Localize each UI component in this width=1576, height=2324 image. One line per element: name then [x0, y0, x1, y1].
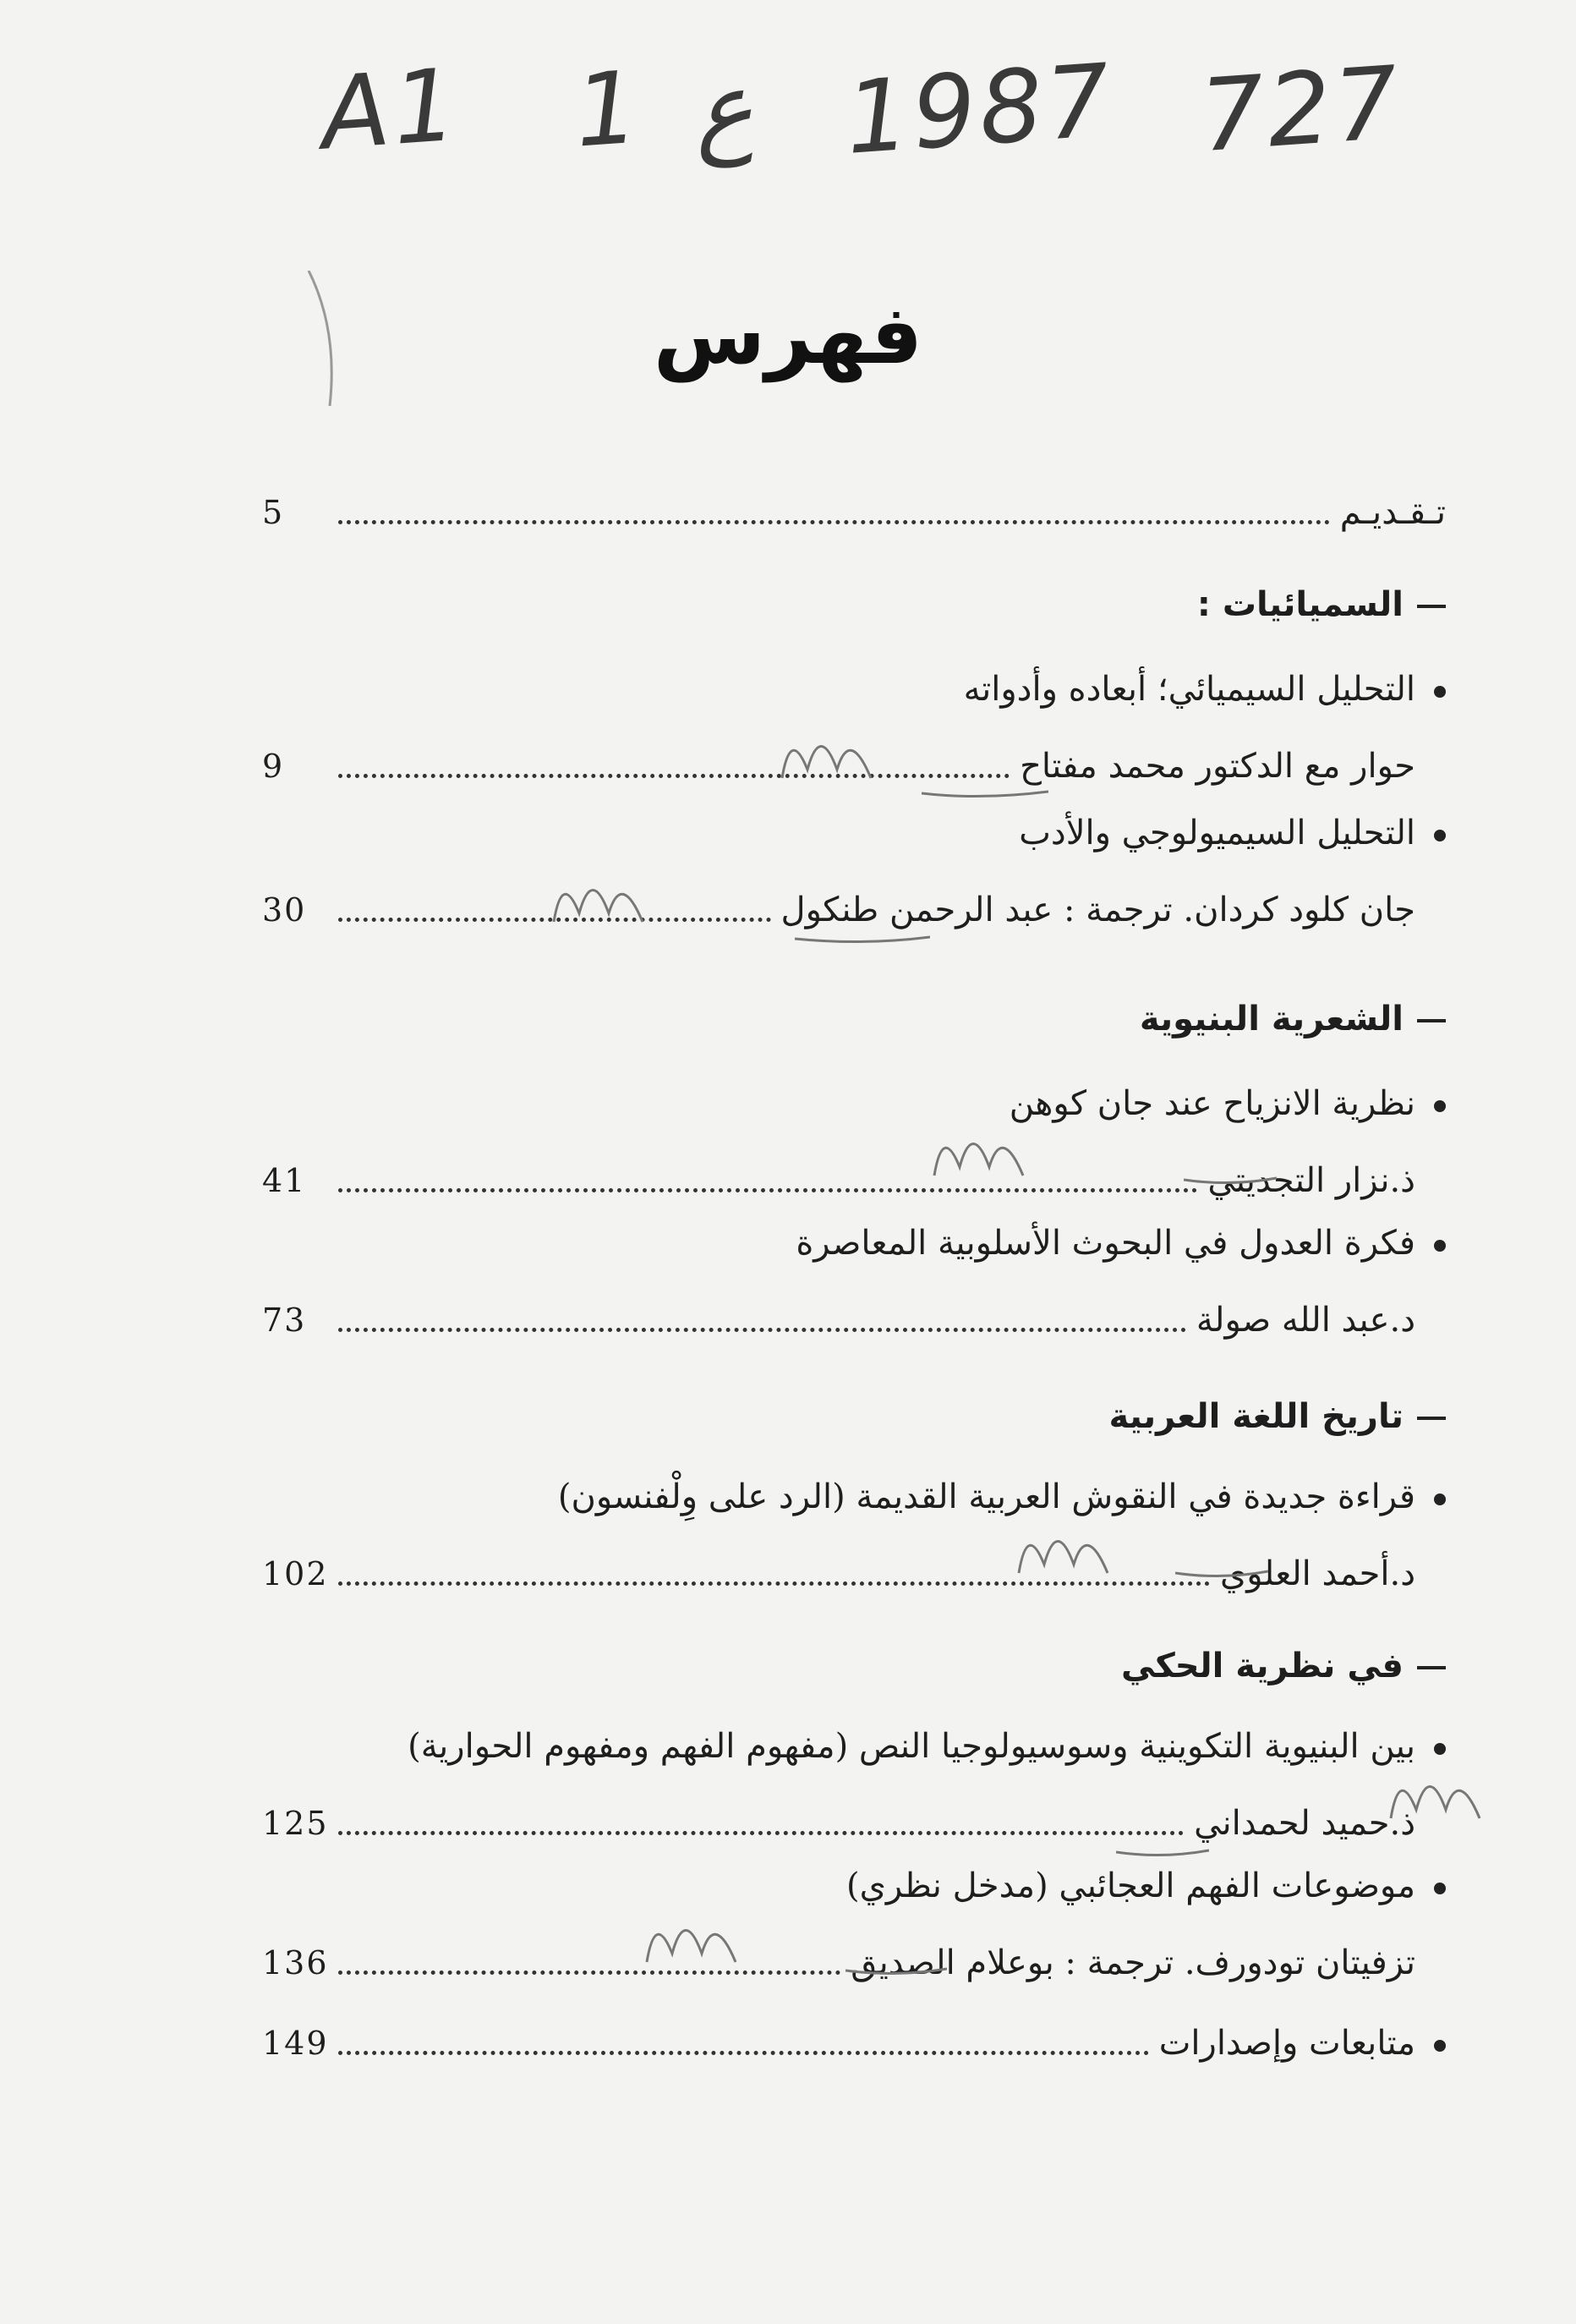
section-heading-text: تاريخ اللغة العربية [1108, 1397, 1404, 1436]
bullet-dot-icon [1434, 686, 1446, 698]
toc-row [262, 871, 1446, 935]
page-number: 149 [262, 2025, 329, 2062]
toc-row-introduction [262, 474, 1446, 538]
section-heading-text: في نظرية الحكي [1121, 1647, 1404, 1685]
dash-icon [1417, 605, 1446, 608]
entry-title: التحليل السيميولوجي والأدب [1019, 814, 1415, 852]
section-heading [1121, 1636, 1446, 1696]
section-heading [1140, 989, 1446, 1049]
dash-icon [1417, 1417, 1446, 1420]
handwritten-m-scribble-icon [778, 719, 896, 787]
entry-title: بين البنيوية التكوينية وسوسيولوجيا النص (مفهوم الفهم ومفهوم الحوارية) [408, 1727, 1415, 1766]
bullet-dot-icon [1434, 830, 1446, 841]
entry-title: تـقـديـم [1339, 493, 1446, 532]
bullet-dot-icon [1434, 1494, 1446, 1505]
page-number: 9 [262, 748, 285, 785]
underline-mark [845, 1962, 947, 1979]
annotation-part: 1987 [841, 41, 1117, 177]
section-heading [1197, 575, 1446, 634]
entry-title: قراءة جديدة في النقوش العربية القديمة (الرد على وِلْفنسون) [557, 1477, 1415, 1516]
annotation-part: 727 [1196, 43, 1405, 175]
annotation-part: ع [689, 48, 758, 170]
bullet-dot-icon [1434, 1240, 1446, 1252]
handwritten-m-scribble-icon [643, 1903, 761, 1970]
toc-row-final [262, 2004, 1446, 2069]
entry-title: متابعات وإصدارات [1158, 2024, 1415, 2063]
entry-title-line [964, 660, 1446, 719]
handwritten-m-scribble-icon [1387, 1759, 1505, 1827]
entry-title-line [796, 1214, 1446, 1273]
page-number: 125 [262, 1805, 329, 1842]
bullet-dot-icon [1434, 2040, 1446, 2052]
entry-title-line [1010, 1074, 1446, 1133]
page-number: 30 [262, 891, 307, 929]
entry-author: ذ.نزار التجديتي [1207, 1161, 1415, 1200]
page-number: 136 [262, 1944, 329, 1981]
entry-title-line [846, 1856, 1446, 1916]
entry-title: موضوعات الفهم العجائبي (مدخل نظري) [845, 1866, 1415, 1905]
underline-mark [1184, 1171, 1277, 1188]
entry-title-line [558, 1467, 1446, 1526]
entry-author: تزفيتان تودورف. ترجمة : بوعلام الصديق [851, 1943, 1415, 1982]
dot-leader [338, 520, 1330, 524]
entry-title: التحليل السيميائي؛ أبعاده وأدواته [963, 670, 1415, 709]
annotation-part: 1 [571, 48, 646, 170]
dash-icon [1417, 1019, 1446, 1022]
dot-leader [338, 1831, 1184, 1835]
entry-title-line [1159, 2018, 1446, 2069]
entry-author: د.أحمد العلوي [1219, 1554, 1415, 1593]
dot-leader [338, 1188, 1197, 1192]
underline-mark [922, 785, 1048, 802]
entry-author: جان كلود كردان. ترجمة : عبد الرحمن طنكول [780, 891, 1415, 929]
toc-row [262, 1784, 1446, 1849]
page-number: 5 [262, 494, 285, 531]
entry-author: د.عبد الله صولة [1196, 1301, 1415, 1340]
section-heading [1109, 1387, 1446, 1446]
underline-mark [1116, 1844, 1209, 1861]
entry-title-line [408, 1717, 1446, 1776]
dot-leader [338, 2051, 1149, 2055]
page-title: فهرس [653, 288, 923, 382]
handwritten-m-scribble-icon [1015, 1514, 1133, 1581]
underline-mark [1175, 1565, 1268, 1581]
page-number: 41 [262, 1162, 307, 1199]
section-heading-text: السميائيات : [1196, 585, 1404, 624]
dot-leader [338, 774, 1010, 778]
entry-author: حوار مع الدكتور محمد مفتاح [1020, 747, 1415, 786]
handwritten-annotation [317, 41, 1420, 195]
bullet-dot-icon [1434, 1883, 1446, 1894]
handwritten-m-scribble-icon [930, 1116, 1048, 1184]
entry-title: فكرة العدول في البحوث الأسلوبية المعاصرة [796, 1224, 1415, 1263]
dot-leader [338, 1581, 1210, 1586]
entry-author: ذ.حميد لحمداني [1194, 1804, 1415, 1843]
underline-mark [795, 930, 930, 947]
handwritten-m-scribble-icon [550, 863, 668, 930]
toc-row [262, 1281, 1446, 1346]
annotation-part: A1 [317, 46, 464, 173]
entry-title-line [1019, 803, 1446, 863]
section-heading-text: الشعرية البنيوية [1139, 1000, 1404, 1039]
entry-title: نظرية الانزياح عند جان كوهن [1009, 1084, 1415, 1123]
bullet-dot-icon [1434, 1743, 1446, 1755]
page-number: 73 [262, 1302, 307, 1339]
dot-leader [338, 1970, 840, 1975]
dash-icon [1417, 1666, 1446, 1669]
page-number: 102 [262, 1555, 329, 1592]
dot-leader [338, 1328, 1186, 1332]
toc-row [262, 1535, 1446, 1599]
bullet-dot-icon [1434, 1100, 1446, 1112]
